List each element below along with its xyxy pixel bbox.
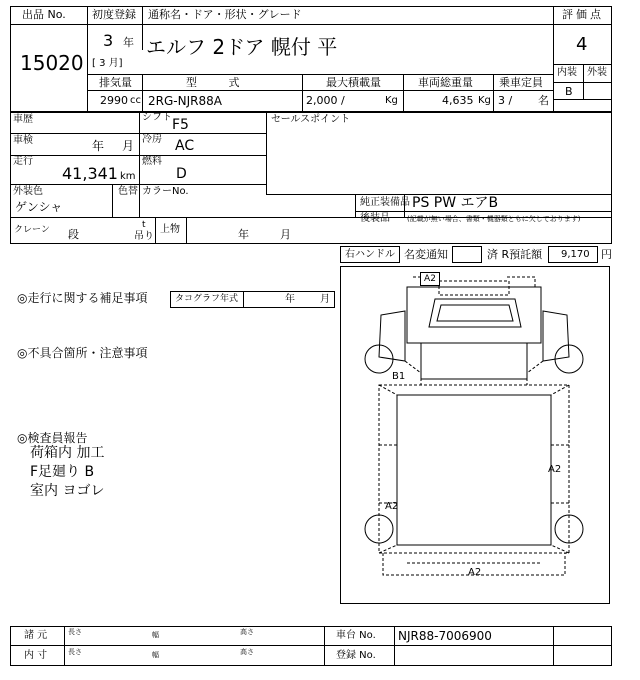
tachograph-month: 月 [320,294,330,305]
upper-label: 上物 [160,224,180,235]
equipment-value: PS PW エアB [412,195,499,211]
lot-number: 15020 [20,51,84,75]
name-change-box [452,246,482,263]
model-code-value: 2RG-NJR88A [148,94,222,108]
capacity-label: 乗車定員 [499,76,543,89]
damage-mark: B1 [392,371,406,382]
equipment-label: 純正装備品 [360,197,410,208]
chassis-label: 車台 No. [336,630,376,641]
year-unit: 年 [123,36,134,49]
color-change-label: 色替 [118,186,138,197]
capacity-unit: 名 [538,94,549,107]
inspection-month-unit: 月 [122,139,135,153]
score-value: 4 [576,34,588,55]
ac-label: 冷房 [142,134,162,145]
mileage-label: 走行 [13,156,33,167]
damage-mark: A2 [420,272,440,286]
height-label: 高さ [240,628,254,636]
inspector-report-label: ◎検査員報告 [17,431,88,445]
color-code-label: カラーNo. [142,186,189,197]
length-label: 長さ [68,628,82,636]
lot-label: 出品 No. [22,8,66,21]
tachograph-year: 年 [285,294,295,305]
model-name: エルフ 2ドア 幌付 平 [146,35,338,59]
inspector-line: 荷箱内 加工 [30,445,105,461]
capacity-value: 3 / [498,94,513,107]
shift-label: シフト [142,112,172,123]
defects-label: ◎不具合箇所・注意事項 [17,346,148,360]
crane-stage: 段 [68,228,79,241]
fuel-value: D [176,166,187,182]
tachograph-label: タコグラフ年式 [175,294,239,304]
first-reg-label: 初度登録 [92,8,136,21]
width-label: 幅 [152,631,159,639]
model-name-label: 通称名・ドア・形状・グレード [148,8,302,21]
recycle-label: 済 R預託額 [487,248,543,261]
crane-label: クレーン [14,225,50,235]
mileage-value: 41,341 [62,164,118,183]
ac-value: AC [175,138,195,154]
inspector-line: 室内 ヨゴレ [30,483,105,499]
chassis-number: NJR88-7006900 [398,629,492,643]
upper-year: 年 [238,228,249,241]
condition-diagram [340,266,610,604]
damage-mark: A2 [548,464,562,475]
shift-value: F5 [172,117,189,133]
aftermarket-label: 後装品 [360,213,390,224]
recycle-unit: 円 [601,248,612,261]
gross-weight-label: 車両総重量 [418,76,473,89]
displacement-label: 排気量 [99,76,132,89]
damage-mark: A2 [385,501,399,512]
exterior-label: 外装 [587,67,607,78]
registration-label: 登録 No. [336,650,376,661]
fuel-label: 燃料 [142,156,162,167]
interior-grade: B [565,85,573,98]
upper-month: 月 [280,228,291,241]
displacement-value: 2990 [100,94,128,107]
model-code-label: 型 式 [186,76,254,89]
footer-frame [10,626,612,666]
max-load-unit: Kg [385,95,398,106]
dims-label: 諸 元 [24,630,48,641]
max-load-label: 最大積載量 [326,76,381,89]
truck-outline [341,267,609,603]
first-reg-year: 3 [103,31,114,50]
crane-hanging: 吊り [134,231,154,242]
inspection-label: 車検 [13,135,33,146]
truck-outline-part [407,287,541,343]
inner-height-label: 高さ [240,648,254,656]
inspector-line: F足廻り B [30,464,95,480]
driving-notes-label: ◎走行に関する補足事項 [17,291,148,305]
crane-ton: t [142,220,146,230]
mileage-unit: km [120,171,136,182]
recycle-amount: 9,170 [561,249,590,260]
inner-dims-label: 内 寸 [24,650,48,661]
inner-width-label: 幅 [152,651,159,659]
inner-length-label: 長さ [68,648,82,656]
gross-weight-value: 4,635 [442,94,474,107]
steering-value: 右ハンドル [345,249,395,260]
inspection-year-unit: 年 [92,139,105,153]
displacement-unit: cc [130,95,141,106]
color-label: 外装色 [13,186,43,197]
color-value: ゲンシャ [15,200,63,214]
first-reg-month: [ 3 月] [92,58,123,69]
damage-mark: A2 [468,567,482,578]
aftermarket-note: (記載が無い場合、書類・機器類ともに欠しております) [407,215,581,223]
score-label: 評価点 [562,8,604,21]
sales-point-label: セールスポイント [271,114,351,125]
interior-label: 内装 [557,67,577,78]
max-load-value: 2,000 / [306,94,345,107]
history-label: 車歴 [13,114,33,125]
gross-weight-unit: Kg [478,95,491,106]
name-change-label: 名変通知 [404,248,448,261]
